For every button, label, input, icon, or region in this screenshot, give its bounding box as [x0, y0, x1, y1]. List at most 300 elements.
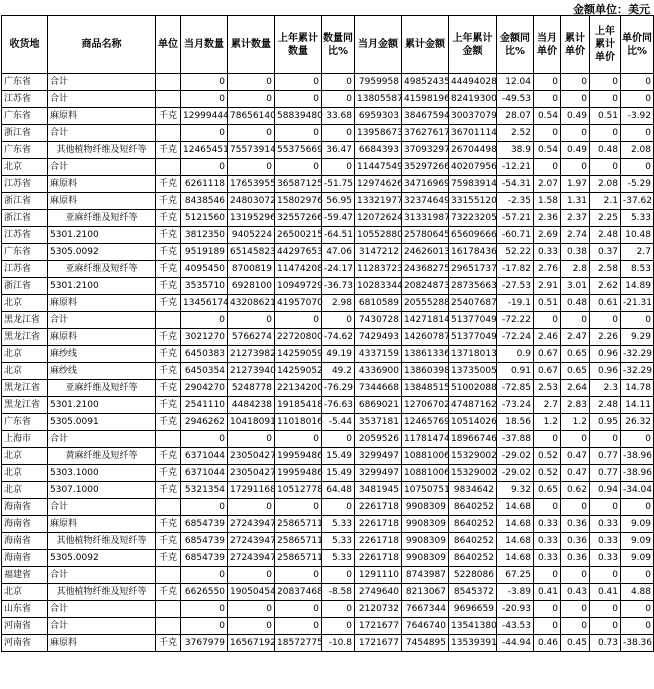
table-cell: 9.09: [621, 550, 654, 567]
table-cell: 0: [275, 499, 322, 516]
table-cell: 5305.0091: [48, 414, 156, 431]
table-cell: 0.33: [590, 516, 621, 533]
table-cell: -60.71: [497, 227, 534, 244]
table-cell: 合计: [48, 618, 156, 635]
table-cell: 亚麻纤维及短纤等: [48, 380, 156, 397]
table-cell: 千克: [156, 108, 181, 125]
table-cell: -76.63: [322, 397, 355, 414]
table-cell: 0: [181, 499, 228, 516]
table-row: [2, 193, 654, 210]
table-cell: 广东省: [2, 414, 48, 431]
col-header: 累计单价: [561, 16, 590, 74]
table-cell: 26704498: [449, 142, 497, 159]
table-cell: -32.29: [621, 346, 654, 363]
col-header: 金额同比%: [497, 16, 534, 74]
table-cell: 麻原料: [48, 176, 156, 193]
table-cell: 千克: [156, 448, 181, 465]
table-cell: 0: [621, 499, 654, 516]
table-row: [2, 448, 654, 465]
table-cell: 13456174: [181, 295, 228, 312]
table-cell: 9908309: [402, 550, 449, 567]
table-cell: 合计: [48, 431, 156, 448]
table-cell: 36701114: [449, 125, 497, 142]
table-cell: -20.93: [497, 601, 534, 618]
table-cell: 14260787: [402, 329, 449, 346]
table-cell: 河南省: [2, 635, 48, 652]
table-cell: 千克: [156, 193, 181, 210]
table-cell: 江苏省: [2, 261, 48, 278]
table-cell: 黑龙江省: [2, 397, 48, 414]
table-cell: -72.85: [497, 380, 534, 397]
table-cell: 47.06: [322, 244, 355, 261]
table-cell: -57.21: [497, 210, 534, 227]
table-cell: [156, 312, 181, 329]
table-cell: 0: [561, 567, 590, 584]
table-cell: 6869021: [355, 397, 402, 414]
table-cell: 0.33: [534, 550, 561, 567]
table-cell: -72.24: [497, 329, 534, 346]
table-cell: 其他植物纤维及短纤等: [48, 584, 156, 601]
table-cell: -19.1: [497, 295, 534, 312]
table-cell: 2.25: [590, 210, 621, 227]
col-header: 累计数量: [228, 16, 275, 74]
table-cell: 38467594: [402, 108, 449, 125]
table-cell: 4337159: [355, 346, 402, 363]
table-cell: 2.74: [561, 227, 590, 244]
table-cell: 14259052: [275, 363, 322, 380]
table-cell: 江苏省: [2, 227, 48, 244]
table-cell: 2.47: [561, 329, 590, 346]
table-cell: 20837468: [275, 584, 322, 601]
table-cell: 千克: [156, 210, 181, 227]
col-header: 上年累计金额: [449, 16, 497, 74]
table-cell: 0.94: [590, 482, 621, 499]
table-cell: 0.54: [534, 142, 561, 159]
table-cell: 10949729: [275, 278, 322, 295]
table-cell: -29.02: [497, 448, 534, 465]
table-cell: 26.32: [621, 414, 654, 431]
table-cell: [156, 601, 181, 618]
table-cell: 0: [561, 312, 590, 329]
table-cell: 5321354: [181, 482, 228, 499]
table-cell: 13848515: [402, 380, 449, 397]
table-cell: 0.67: [534, 363, 561, 380]
table-cell: 合计: [48, 159, 156, 176]
table-cell: 5307.1000: [48, 482, 156, 499]
table-cell: -38.96: [621, 465, 654, 482]
table-cell: 0.65: [561, 346, 590, 363]
table-cell: 1.97: [561, 176, 590, 193]
table-cell: [156, 159, 181, 176]
table-cell: 5.33: [322, 533, 355, 550]
table-row: [2, 244, 654, 261]
table-cell: 23050427: [228, 465, 275, 482]
table-cell: 0.45: [561, 635, 590, 652]
table-cell: 11283723: [355, 261, 402, 278]
table-cell: 8700819: [228, 261, 275, 278]
table-cell: 1.58: [534, 193, 561, 210]
table-cell: -21.31: [621, 295, 654, 312]
table-cell: 10881006: [402, 465, 449, 482]
table-row: [2, 414, 654, 431]
table-cell: 2.64: [561, 380, 590, 397]
table-cell: 0: [322, 125, 355, 142]
table-cell: 千克: [156, 533, 181, 550]
table-cell: 14.68: [497, 550, 534, 567]
table-cell: 3767979: [181, 635, 228, 652]
table-row: [2, 601, 654, 618]
table-row: [2, 210, 654, 227]
table-cell: 千克: [156, 635, 181, 652]
table-cell: 15.49: [322, 448, 355, 465]
col-header: 当月单价: [534, 16, 561, 74]
table-cell: 0.61: [590, 295, 621, 312]
table-cell: -29.02: [497, 465, 534, 482]
table-cell: 2.53: [534, 380, 561, 397]
table-cell: 0: [561, 431, 590, 448]
table-cell: 0: [590, 618, 621, 635]
table-cell: 6684393: [355, 142, 402, 159]
table-cell: -2.35: [497, 193, 534, 210]
table-row: [2, 618, 654, 635]
table-row: [2, 516, 654, 533]
table-cell: 5301.2100: [48, 278, 156, 295]
table-cell: 0.77: [590, 448, 621, 465]
col-header: 商品名称: [48, 16, 156, 74]
table-cell: 0: [561, 159, 590, 176]
table-cell: 4336900: [355, 363, 402, 380]
table-cell: 0: [275, 74, 322, 91]
table-cell: 9.09: [621, 533, 654, 550]
table-row: [2, 329, 654, 346]
table-cell: 18966746: [449, 431, 497, 448]
table-cell: 0: [534, 91, 561, 108]
table-cell: 0: [275, 312, 322, 329]
table-cell: 5305.0092: [48, 550, 156, 567]
table-cell: 麻原料: [48, 635, 156, 652]
table-cell: -3.89: [497, 584, 534, 601]
table-cell: 13321977: [355, 193, 402, 210]
table-cell: 12706702: [402, 397, 449, 414]
table-cell: 37093297: [402, 142, 449, 159]
table-cell: 0: [181, 159, 228, 176]
table-cell: 44494028: [449, 74, 497, 91]
table-cell: 3535710: [181, 278, 228, 295]
table-cell: 0: [534, 499, 561, 516]
table-cell: 0.36: [561, 550, 590, 567]
table-cell: 9405224: [228, 227, 275, 244]
table-cell: 合计: [48, 601, 156, 618]
table-cell: 8438546: [181, 193, 228, 210]
table-cell: 其他植物纤维及短纤等: [48, 533, 156, 550]
table-cell: 14271814: [402, 312, 449, 329]
table-cell: 47487162: [449, 397, 497, 414]
table-cell: 3299497: [355, 465, 402, 482]
table-cell: 北京: [2, 584, 48, 601]
table-cell: 0: [621, 567, 654, 584]
table-cell: 0: [534, 601, 561, 618]
table-cell: 21273940: [228, 363, 275, 380]
table-cell: -10.8: [322, 635, 355, 652]
table-cell: 12072624: [355, 210, 402, 227]
col-header: 累计金额: [402, 16, 449, 74]
table-cell: -27.53: [497, 278, 534, 295]
table-cell: 19185418: [275, 397, 322, 414]
table-cell: 0: [181, 312, 228, 329]
table-cell: 0.49: [561, 142, 590, 159]
table-cell: 2.07: [534, 176, 561, 193]
table-cell: 黑龙江省: [2, 312, 48, 329]
table-cell: 海南省: [2, 550, 48, 567]
table-cell: 12465769: [402, 414, 449, 431]
table-cell: 2.3: [590, 380, 621, 397]
table-cell: 海南省: [2, 533, 48, 550]
table-cell: 26500215: [275, 227, 322, 244]
table-cell: 31331987: [402, 210, 449, 227]
table-cell: 0.67: [534, 346, 561, 363]
table-row: [2, 380, 654, 397]
table-cell: 15329002: [449, 465, 497, 482]
table-cell: 6626550: [181, 584, 228, 601]
table-cell: 0.41: [534, 584, 561, 601]
table-cell: 5.33: [322, 550, 355, 567]
table-cell: 51377049: [449, 312, 497, 329]
table-cell: 2261718: [355, 516, 402, 533]
table-cell: 0.62: [561, 482, 590, 499]
table-cell: 2059526: [355, 431, 402, 448]
table-cell: 13539391: [449, 635, 497, 652]
table-cell: 黑龙江省: [2, 329, 48, 346]
table-cell: 32557266: [275, 210, 322, 227]
table-cell: 8640252: [449, 499, 497, 516]
table-cell: 35297266: [402, 159, 449, 176]
table-cell: 0: [322, 601, 355, 618]
table-cell: 广东省: [2, 142, 48, 159]
table-cell: -36.73: [322, 278, 355, 295]
table-cell: 0: [228, 618, 275, 635]
table-cell: -64.51: [322, 227, 355, 244]
table-cell: 51002088: [449, 380, 497, 397]
table-cell: 27243947: [228, 550, 275, 567]
table-cell: 25865711: [275, 550, 322, 567]
col-header: 上年累计单价: [590, 16, 621, 74]
table-cell: 36.47: [322, 142, 355, 159]
table-cell: 0: [590, 91, 621, 108]
table-cell: 0: [181, 74, 228, 91]
table-cell: 13958673: [355, 125, 402, 142]
table-cell: 浙江省: [2, 125, 48, 142]
table-cell: 9.32: [497, 482, 534, 499]
table-cell: 2.36: [534, 210, 561, 227]
table-cell: 51377049: [449, 329, 497, 346]
table-cell: 10552880: [355, 227, 402, 244]
table-cell: 河南省: [2, 618, 48, 635]
table-cell: [156, 567, 181, 584]
table-cell: 0.36: [561, 516, 590, 533]
table-cell: 1.31: [561, 193, 590, 210]
table-cell: 43208621: [228, 295, 275, 312]
table-cell: 0: [228, 567, 275, 584]
table-cell: 0: [590, 125, 621, 142]
table-cell: 0.33: [534, 533, 561, 550]
table-cell: 73223205: [449, 210, 497, 227]
table-cell: 0.48: [590, 142, 621, 159]
table-cell: 5305.0092: [48, 244, 156, 261]
table-cell: 28.07: [497, 108, 534, 125]
table-cell: 27243947: [228, 533, 275, 550]
table-cell: 2.26: [590, 329, 621, 346]
table-cell: 0.37: [590, 244, 621, 261]
table-cell: 0: [590, 601, 621, 618]
table-cell: 0.38: [561, 244, 590, 261]
table-row: [2, 533, 654, 550]
table-cell: -44.94: [497, 635, 534, 652]
table-cell: 3812350: [181, 227, 228, 244]
table-cell: 千克: [156, 261, 181, 278]
table-cell: 0: [275, 567, 322, 584]
table-row: [2, 499, 654, 516]
table-cell: -72.22: [497, 312, 534, 329]
table-cell: 0.54: [534, 108, 561, 125]
table-cell: 7430728: [355, 312, 402, 329]
table-cell: -37.88: [497, 431, 534, 448]
table-cell: 13861336: [402, 346, 449, 363]
table-cell: 5248778: [228, 380, 275, 397]
table-cell: 0: [228, 499, 275, 516]
table-cell: 千克: [156, 516, 181, 533]
table-cell: 上海市: [2, 431, 48, 448]
table-cell: 0: [561, 125, 590, 142]
table-cell: 3.01: [561, 278, 590, 295]
table-cell: 16178436: [449, 244, 497, 261]
table-cell: 29651737: [449, 261, 497, 278]
table-cell: 2.48: [590, 227, 621, 244]
table-cell: 千克: [156, 227, 181, 244]
table-cell: -5.44: [322, 414, 355, 431]
table-cell: 2.91: [534, 278, 561, 295]
table-cell: 7429493: [355, 329, 402, 346]
table-cell: 55375669: [275, 142, 322, 159]
table-cell: 0.65: [534, 482, 561, 499]
table-cell: 千克: [156, 278, 181, 295]
table-cell: -38.96: [621, 448, 654, 465]
table-cell: 5.33: [621, 210, 654, 227]
table-cell: 2261718: [355, 550, 402, 567]
table-cell: 18572775: [275, 635, 322, 652]
table-cell: 2.08: [590, 176, 621, 193]
table-cell: 16567192: [228, 635, 275, 652]
table-cell: 福建省: [2, 567, 48, 584]
table-cell: 27243947: [228, 516, 275, 533]
table-cell: 0: [534, 618, 561, 635]
table-cell: 13860398: [402, 363, 449, 380]
table-cell: 0.73: [590, 635, 621, 652]
table-cell: 8640252: [449, 516, 497, 533]
table-cell: 0: [322, 74, 355, 91]
table-cell: 8640252: [449, 533, 497, 550]
table-cell: 7646740: [402, 618, 449, 635]
table-cell: 21273982: [228, 346, 275, 363]
table-cell: -49.53: [497, 91, 534, 108]
table-cell: 0: [590, 312, 621, 329]
table-cell: 0.52: [534, 448, 561, 465]
table-cell: 22134200: [275, 380, 322, 397]
table-cell: -54.31: [497, 176, 534, 193]
table-cell: 合计: [48, 499, 156, 516]
table-cell: 20824873: [402, 278, 449, 295]
table-cell: 0: [275, 91, 322, 108]
table-cell: 36587125: [275, 176, 322, 193]
table-cell: 千克: [156, 346, 181, 363]
table-cell: 麻纱线: [48, 346, 156, 363]
table-cell: 2.58: [590, 261, 621, 278]
table-cell: 65609666: [449, 227, 497, 244]
table-cell: 3481945: [355, 482, 402, 499]
table-cell: 2904270: [181, 380, 228, 397]
table-cell: -74.62: [322, 329, 355, 346]
table-cell: 麻原料: [48, 329, 156, 346]
table-cell: [156, 74, 181, 91]
table-cell: 3537181: [355, 414, 402, 431]
table-cell: 合计: [48, 74, 156, 91]
table-cell: 37627617: [402, 125, 449, 142]
table-cell: 44297653: [275, 244, 322, 261]
table-cell: 合计: [48, 125, 156, 142]
table-cell: 14.11: [621, 397, 654, 414]
table-cell: 0: [322, 91, 355, 108]
table-cell: -76.29: [322, 380, 355, 397]
table-cell: 5121560: [181, 210, 228, 227]
table-cell: 5301.2100: [48, 227, 156, 244]
col-header: 收货地: [2, 16, 48, 74]
table-cell: 2.48: [590, 397, 621, 414]
table-cell: 23050427: [228, 448, 275, 465]
table-cell: 7454895: [402, 635, 449, 652]
table-cell: 0: [181, 618, 228, 635]
table-cell: 2.7: [621, 244, 654, 261]
table-cell: 6928100: [228, 278, 275, 295]
table-cell: 0: [590, 567, 621, 584]
table-cell: 24368275: [402, 261, 449, 278]
table-cell: 14259059: [275, 346, 322, 363]
table-cell: 0: [228, 431, 275, 448]
table-cell: 0: [561, 618, 590, 635]
table-cell: 北京: [2, 159, 48, 176]
table-row: [2, 142, 654, 159]
table-cell: 山东省: [2, 601, 48, 618]
table-cell: 5303.1000: [48, 465, 156, 482]
table-cell: 0.33: [590, 550, 621, 567]
table-cell: 82419300: [449, 91, 497, 108]
table-row: [2, 312, 654, 329]
table-cell: 6810589: [355, 295, 402, 312]
table-cell: 1.2: [561, 414, 590, 431]
table-cell: 千克: [156, 584, 181, 601]
table-cell: 3021270: [181, 329, 228, 346]
table-cell: 0: [561, 74, 590, 91]
table-cell: 12999444: [181, 108, 228, 125]
table-cell: 24803072: [228, 193, 275, 210]
table-cell: 11474208: [275, 261, 322, 278]
table-cell: 0.47: [561, 448, 590, 465]
table-cell: 19959486: [275, 448, 322, 465]
table-cell: 浙江省: [2, 210, 48, 227]
unit-label: 金额单位：美元: [573, 3, 650, 16]
table-cell: 0: [322, 499, 355, 516]
table-cell: 江苏省: [2, 176, 48, 193]
table-cell: -37.62: [621, 193, 654, 210]
col-header: 单价同比%: [621, 16, 654, 74]
